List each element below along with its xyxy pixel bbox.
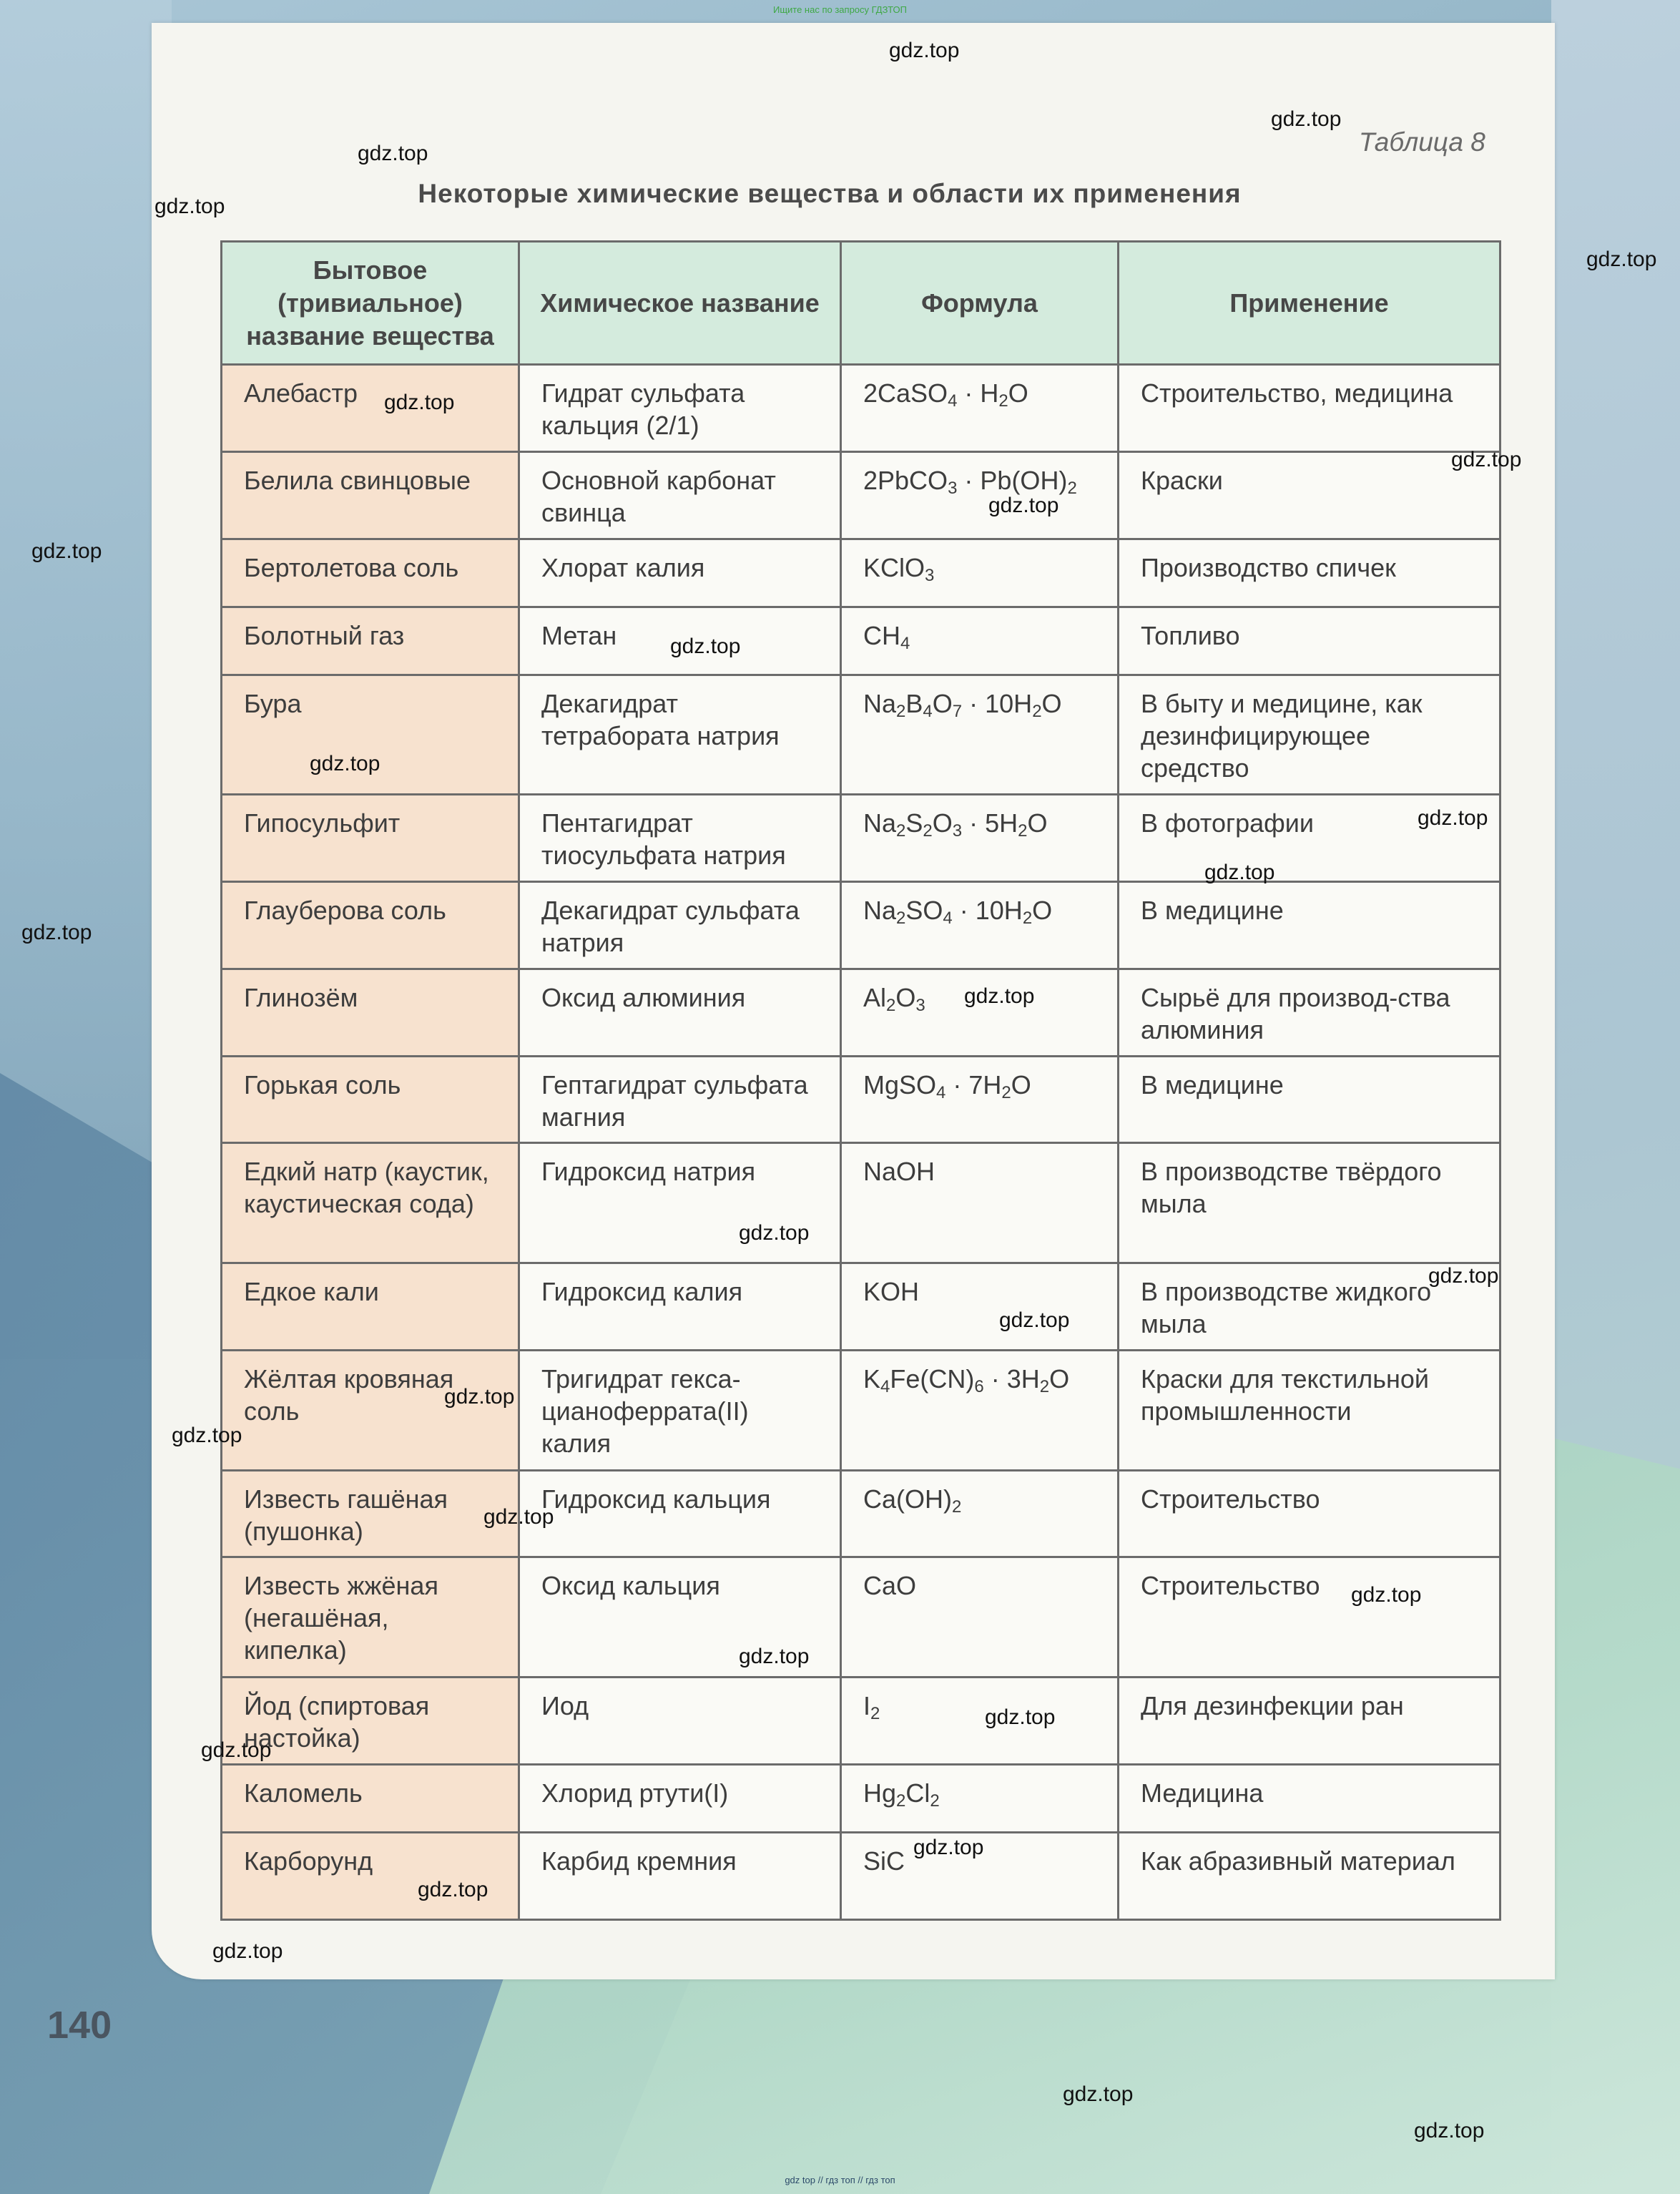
table-row — [222, 675, 1500, 795]
cell-chemical-name: Гидроксид кальция — [519, 1471, 841, 1557]
cell-application: Как абразивный материал — [1119, 1833, 1500, 1920]
table-row — [222, 969, 1500, 1057]
cell-common-name: Йод (спиртовая настойка) — [222, 1678, 519, 1765]
cell-common-name: Бура — [222, 675, 519, 795]
table-row — [222, 1143, 1500, 1263]
watermark: gdz.top — [358, 142, 428, 165]
watermark: gdz.top — [310, 752, 380, 775]
watermark: gdz.top — [1351, 1583, 1422, 1607]
watermark: gdz.top — [31, 539, 102, 563]
cell-formula: $Na_2B_4O_7 \cdot 10H_2O$ — [841, 675, 1119, 795]
cell-chemical-name: Гептагидрат сульфата магния — [519, 1057, 841, 1143]
watermark: gdz.top — [889, 39, 960, 62]
watermark: gdz.top — [444, 1385, 515, 1409]
cell-application: Строительство, медицина — [1119, 365, 1500, 452]
watermark: gdz.top — [739, 1645, 810, 1668]
cell-chemical-name: Гидрат сульфата кальция (2/1) — [519, 365, 841, 452]
watermark: gdz.top — [1271, 107, 1342, 131]
watermark: gdz.top — [1063, 2082, 1134, 2106]
watermark: gdz.top — [1586, 248, 1657, 271]
watermark: gdz.top — [985, 1705, 1056, 1729]
cell-formula: 2CaSO$_4$ · $H_2O$ — [841, 365, 1119, 452]
cell-formula: $CH_4$ — [841, 607, 1119, 675]
cell-common-name: Гипосульфит — [222, 795, 519, 882]
cell-common-name: Карборунд — [222, 1833, 519, 1920]
table-row — [222, 1471, 1500, 1557]
page-number: 140 — [47, 2004, 112, 2047]
cell-chemical-name: Основной карбонат свинца — [519, 452, 841, 539]
watermark: gdz.top — [212, 1939, 283, 1963]
cell-chemical-name: Метан — [519, 607, 841, 675]
watermark: gdz.top — [964, 984, 1035, 1008]
cell-formula: $Na_2SO_4 \cdot 10H_2O$ — [841, 882, 1119, 969]
cell-chemical-name: Хлорат калия — [519, 539, 841, 607]
watermark: gdz.top — [172, 1424, 242, 1447]
table-row — [222, 539, 1500, 607]
cell-chemical-name: Пентагидрат тиосульфата натрия — [519, 795, 841, 882]
table-row — [222, 452, 1500, 539]
cell-formula: KOH — [841, 1263, 1119, 1351]
top-banner-link[interactable]: Ищите нас по запросу ГДЗТОП — [772, 4, 907, 15]
watermark: gdz.top — [999, 1308, 1070, 1332]
cell-application: Краски — [1119, 452, 1500, 539]
cell-common-name: Глинозём — [222, 969, 519, 1057]
cell-chemical-name: Тригидрат гекса-цианоферрата(II) калия — [519, 1351, 841, 1471]
table-label: Таблица 8 — [1359, 127, 1485, 157]
cell-common-name: Алебастр — [222, 365, 519, 452]
cell-common-name: Известь жжёная (негашёная, кипелка) — [222, 1557, 519, 1678]
watermark: gdz.top — [913, 1836, 984, 1859]
cell-application: Строительство — [1119, 1471, 1500, 1557]
cell-common-name: Белила свинцовые — [222, 452, 519, 539]
cell-chemical-name: Оксид кальция — [519, 1557, 841, 1678]
cell-chemical-name: Гидроксид калия — [519, 1263, 841, 1351]
watermark: gdz.top — [201, 1738, 272, 1762]
cell-common-name: Жёлтая кровяная соль — [222, 1351, 519, 1471]
cell-application: В быту и медицине, как дезинфицирующее средство — [1119, 675, 1500, 795]
cell-application: Сырьё для производ-ства алюминия — [1119, 969, 1500, 1057]
table-row — [222, 1351, 1500, 1471]
cell-common-name: Едкое кали — [222, 1263, 519, 1351]
cell-formula: $K_4Fe(CN)_6 \cdot 3H_2O$ — [841, 1351, 1119, 1471]
watermark: gdz.top — [483, 1505, 554, 1529]
cell-formula: $Al_2O_3$ — [841, 969, 1119, 1057]
table-header-row — [222, 242, 1500, 365]
cell-chemical-name: Оксид алюминия — [519, 969, 841, 1057]
cell-chemical-name: Иод — [519, 1678, 841, 1765]
table-row — [222, 607, 1500, 675]
cell-application: Краски для текстильной промышленности — [1119, 1351, 1500, 1471]
cell-application: В производстве твёрдого мыла — [1119, 1143, 1500, 1263]
watermark: gdz.top — [1418, 806, 1488, 830]
table-title: Некоторые химические вещества и области их применения — [418, 179, 1242, 208]
watermark: gdz.top — [384, 391, 455, 414]
table-row — [222, 795, 1500, 882]
watermark: gdz.top — [418, 1878, 488, 1901]
cell-application: Для дезинфекции ран — [1119, 1678, 1500, 1765]
cell-application: Производство спичек — [1119, 539, 1500, 607]
cell-chemical-name: Гидроксид натрия — [519, 1143, 841, 1263]
cell-formula: NaOH — [841, 1143, 1119, 1263]
cell-application: В фотографии — [1119, 795, 1500, 882]
cell-common-name: Едкий натр (каустик, каустическая сода) — [222, 1143, 519, 1263]
cell-formula: $Na_2S_2O_3 \cdot 5H_2O$ — [841, 795, 1119, 882]
cell-application: В производстве жидкого мыла — [1119, 1263, 1500, 1351]
chemicals-table — [220, 240, 1501, 1921]
table-row — [222, 1557, 1500, 1678]
watermark: gdz.top — [670, 635, 741, 658]
watermark: gdz.top — [1204, 861, 1275, 884]
watermark: gdz.top — [1414, 2119, 1485, 2142]
watermark: gdz.top — [1451, 448, 1522, 471]
cell-common-name: Болотный газ — [222, 607, 519, 675]
cell-chemical-name: Хлорид ртути(I) — [519, 1765, 841, 1833]
cell-application: В медицине — [1119, 882, 1500, 969]
footer-note: gdz top // гдз топ // гдз топ — [785, 2175, 895, 2185]
table-body — [222, 365, 1500, 1920]
watermark: gdz.top — [1428, 1264, 1499, 1288]
cell-formula: $Hg_2Cl_2$ — [841, 1765, 1119, 1833]
cell-application: Строительство — [1119, 1557, 1500, 1678]
watermark: gdz.top — [988, 494, 1059, 517]
cell-chemical-name: Декагидрат тетрабората натрия — [519, 675, 841, 795]
cell-formula: KClO$_3$ — [841, 539, 1119, 607]
cell-application: Медицина — [1119, 1765, 1500, 1833]
watermark: gdz.top — [154, 195, 225, 218]
table-row — [222, 882, 1500, 969]
watermark: gdz.top — [739, 1221, 810, 1245]
table-row — [222, 1057, 1500, 1143]
cell-formula: $I_2$ — [841, 1678, 1119, 1765]
cell-common-name: Каломель — [222, 1765, 519, 1833]
watermark: gdz.top — [21, 921, 92, 944]
cell-formula: $Ca(OH)_2$ — [841, 1471, 1119, 1557]
cell-formula: CaO — [841, 1557, 1119, 1678]
header-formula: Формула — [841, 242, 1119, 365]
table-row — [222, 1765, 1500, 1833]
cell-application: В медицине — [1119, 1057, 1500, 1143]
cell-application: Топливо — [1119, 607, 1500, 675]
cell-formula: MgSO$_4$ · $7H_2O$ — [841, 1057, 1119, 1143]
header-application: Применение — [1119, 242, 1500, 365]
table-row — [222, 1263, 1500, 1351]
header-common-name: Бытовое (тривиальное) название вещества — [222, 242, 519, 365]
cell-chemical-name: Декагидрат сульфата натрия — [519, 882, 841, 969]
cell-chemical-name: Карбид кремния — [519, 1833, 841, 1920]
cell-formula: 2PbCO$_3$ · $Pb(OH)_2$ — [841, 452, 1119, 539]
cell-common-name: Горькая соль — [222, 1057, 519, 1143]
cell-common-name: Бертолетова соль — [222, 539, 519, 607]
table-row — [222, 1678, 1500, 1765]
cell-common-name: Известь гашёная (пушонка) — [222, 1471, 519, 1557]
header-chemical-name: Химическое название — [519, 242, 841, 365]
table-row — [222, 1833, 1500, 1920]
cell-common-name: Глауберова соль — [222, 882, 519, 969]
cell-formula: SiC — [841, 1833, 1119, 1920]
